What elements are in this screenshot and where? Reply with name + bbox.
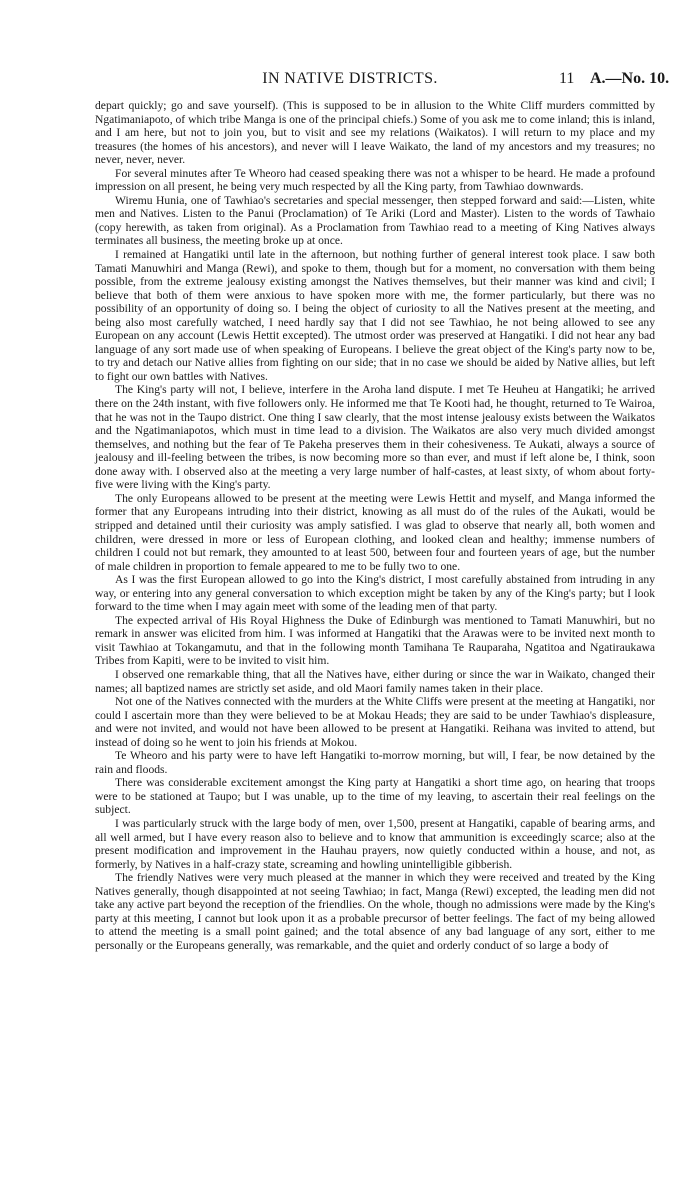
- paragraph: Not one of the Natives connected with the murders at the White Cliffs were present at the meeting at Hangatiki, nor could I ascertain more than they were believed to be at Mokau Heads; they are said to be under Tawhiao's displeasure, and were not invited, and would not have been allowed to be present at Hangatiki. Reihana was invited to attend, but instead of doing so he went to join his friends at Mokou.: [95, 695, 655, 749]
- paragraph: I remained at Hangatiki until late in the afternoon, but nothing further of general interest took place. I saw both Tamati Manuwhiri and Manga (Rewi), and spoke to them, though but for a moment, no conversation with them being possible, from the extreme jealousy existing amongst the Natives themselves, but their manner was kind and civil; I believe that both of them were anxious to have spoken more with me, the former particularly, but there was no possibility of an opportunity of doing so. I being the object of curiosity to all the Natives present at the meeting, and being also most carefully watched, I need hardly say that I did not see Tawhiao, he not being allowed to see any European on any account (Lewis Hettit excepted). The utmost order was preserved at Hangatiki. I did not hear any bad language of any sort made use of when speaking of Europeans. I believe the great object of the King's party now to be, to try and detach our Native allies from fighting on our side; that in no case we should be aided by Native allies, but left to fight our own battles with Natives.: [95, 248, 655, 383]
- running-title: IN NATIVE DISTRICTS.: [262, 70, 438, 87]
- paragraph: Wiremu Hunia, one of Tawhiao's secretaries and special messenger, then stepped forward and said:—Listen, white men and Natives. Listen to the Panui (Proclamation) of Te Ariki (Lord and Master). Listen to the words of Tawhaio (copy herewith, as taken from original). As a Proclamation from Tawhiao read to a meeting of King Natives always terminates all business, the meeting broke up at once.: [95, 193, 655, 248]
- paragraph: For several minutes after Te Wheoro had ceased speaking there was not a whisper to be heard. He made a profound impression on all present, he being very much respected by all the King party, from Tawhiao downwards.: [95, 166, 655, 194]
- page-number: 11: [559, 70, 575, 87]
- paragraph: As I was the first European allowed to go into the King's district, I most carefully abstained from intruding in any way, or entering into any general conversation to which exception might be taken by any of the King's party; but I look forward to the time when I may again meet with some of the leading men of that party.: [95, 573, 655, 614]
- paragraph: Te Wheoro and his party were to have left Hangatiki to-morrow morning, but will, I fear, be now detained by the rain and floods.: [95, 749, 655, 776]
- paragraph: depart quickly; go and save yourself). (This is supposed to be in allusion to the White Cliff murders committed by Ngatimaniapoto, of which tribe Manga is one of the principal chiefs.) Some of you ask me to come inland; this is inland, and I am here, but not to join you, but to visit and see my relations (Waikatos). I will return to my place and my treasures (the homes of his ancestors), and never will I leave Waikato, the land of my ancestors and my treasures; no never, never, never.: [95, 99, 655, 167]
- body-text: [95, 99, 655, 952]
- paragraph: The King's party will not, I believe, interfere in the Aroha land dispute. I met Te Heuheu at Hangatiki; he arrived there on the 24th instant, with five followers only. He informed me that Te Kooti had, he thought, returned to Te Wairoa, that he was not in the Taupo district. One thing I saw clearly, that the most intense jealousy exists between the Waikatos and the Ngatimaniapotos, which must in time lead to a division. The Waikatos are also very much divided amongst themselves, and nothing but the fear of Te Pakeha preserves them in their cohesiveness. Te Aukati, always a source of jealousy and ill-feeling between the tribes, is now becoming more so than ever, and must if left alone be, I think, soon done away with. I observed also at the meeting a very large number of half-castes, at least sixty, of whom about forty-five were living with the King's party.: [95, 383, 655, 492]
- paragraph: There was considerable excitement amongst the King party at Hangatiki a short time ago, on hearing that troops were to be stationed at Taupo; but I was unable, up to the time of my leaving, to ascertain their real feelings on the subject.: [95, 776, 655, 817]
- paragraph: I observed one remarkable thing, that all the Natives have, either during or since the war in Waikato, changed their names; all baptized names are strictly set aside, and old Maori family names taken in their place.: [95, 667, 655, 695]
- paragraph: The expected arrival of His Royal Highness the Duke of Edinburgh was mentioned to Tamati Manuwhiri, but no remark in answer was elicited from him. I was informed at Hangatiki that the Arawas were to be invited next month to visit Tawhiao at Tokangamutu, and that in the following month Tamihana Te Rauparaha, Ngatitoa and Ngatiraukawa Tribes from Kapiti, were to be invited to visit him.: [95, 613, 655, 668]
- paragraph: The friendly Natives were very much pleased at the manner in which they were received and treated by the King Natives generally, though disappointed at not seeing Tawhiao; in fact, Manga (Rewi) excepted, the leading men did not take any active part beyond the reception of the friendlies. On the whole, though no admissions were made by the King's party at this meeting, I cannot but look upon it as a probable precursor of better feelings. The fact of my being allowed to attend the meeting is a small point gained; and the total absence of any bad language of any sort, either to me personally or the Europeans generally, was remarkable, and the quiet and orderly conduct of so large a body of: [95, 871, 655, 952]
- document-reference: A.—No. 10.: [590, 70, 670, 87]
- page-header: [0, 70, 700, 94]
- paragraph: I was particularly struck with the large body of men, over 1,500, present at Hangatiki, capable of bearing arms, and all well armed, but I have every reason also to believe and to know that ammunition is exceedingly scarce; also at the present modification and improvement in the Hauhau prayers, now quietly conducted within a house, and not, as formerly, by Natives in a half-crazy state, screaming and howling unintelligible gibberish.: [95, 816, 655, 871]
- paragraph: The only Europeans allowed to be present at the meeting were Lewis Hettit and myself, and Manga informed the former that any Europeans intruding into their district, knowing as all must do of the rules of the Aukati, would be stripped and detained until their curiosity was amply satisfied. I was glad to observe that nearly all, both women and children, were dressed in more or less of European clothing, and looked clean and healthy; immense numbers of children I could not but remark, they amounted to at least 500, between four and fourteen years of age, but the number of male children in proportion to female appeared to me to be fully two to one.: [95, 491, 655, 573]
